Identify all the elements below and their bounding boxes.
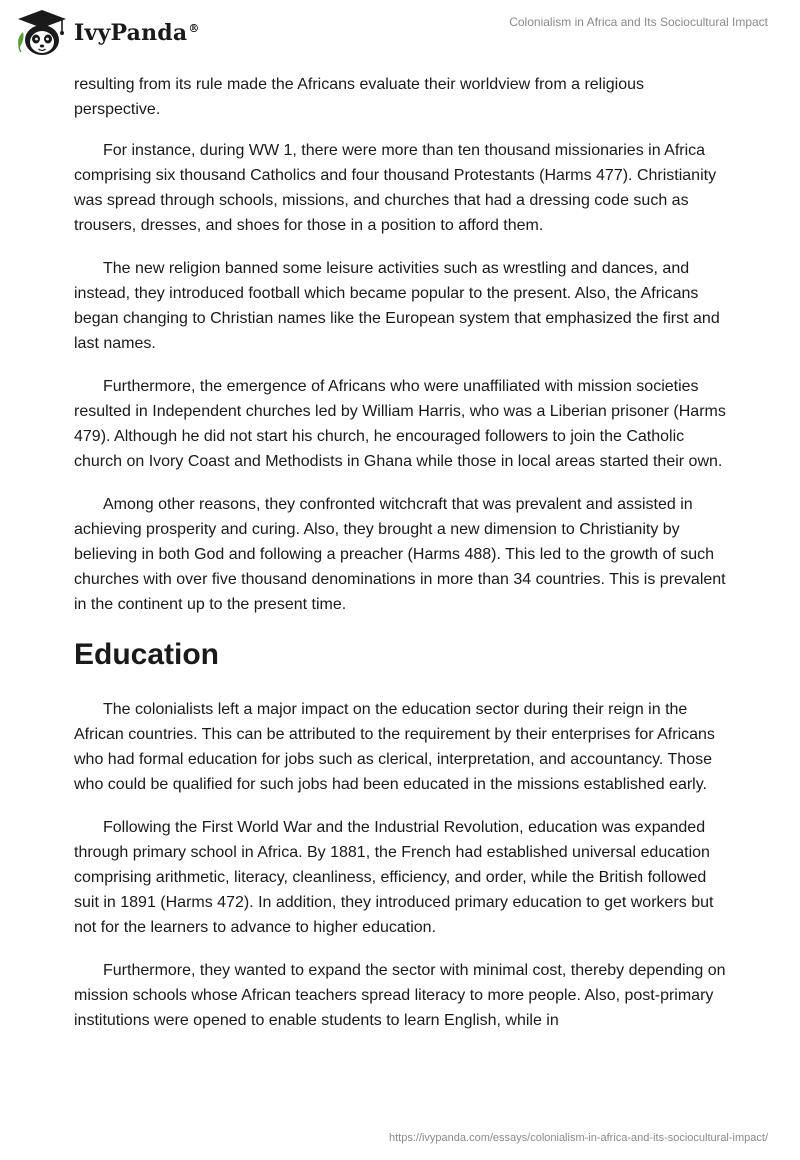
registered-mark: ® (188, 21, 200, 35)
page-header (0, 0, 800, 70)
panda-graduate-logo-icon (14, 8, 70, 58)
paragraph-independent-churches: Furthermore, the emergence of Africans who were unaffiliated with mission societies resulted in Independent churches led by William Harris, who was a Liberian prisoner (Harms 479). Although he did not start his church, he encouraged followers to join the Catholic church on Ivory Coast and Methodists in Ghana while those in local areas started their own. (74, 378, 726, 470)
paragraph-witchcraft: Among other reasons, they confronted witchcraft that was prevalent and assisted in achieving prosperity and curing. Also, they brought a new dimension to Christianity by believing in both God and following a preacher (Harms 488). This led to the growth of such churches with over five thousand denominations in more than 34 countries. This is prevalent in the continent up to the present time. (74, 496, 726, 613)
brand-name (74, 20, 200, 46)
paragraph-missionaries: For instance, during WW 1, there were more than ten thousand missionaries in Africa comprising six thousand Catholics and four thousand Protestants (Harms 477). Christianity was spread through schools, missions, and churches that had a dressing code such as trousers, dresses, and shoes for those in a position to afford them. (74, 142, 717, 234)
paragraph-mission-schools: Furthermore, they wanted to expand the sector with minimal cost, thereby depending on mission schools whose African teachers spread literacy to more people. Also, post-primary institutions were opened to enable students to learn English, while in (74, 962, 726, 1029)
source-url[interactable]: https://ivypanda.com/essays/colonialism-in-africa-and-its-sociocultural-impact/ (388, 1132, 768, 1144)
document-title: Colonialism in Africa and Its Sociocultural Impact (509, 15, 768, 29)
essay-body (74, 72, 726, 1051)
ivypanda-logo[interactable] (14, 8, 200, 58)
brand-name-text: IvyPanda (74, 20, 188, 46)
paragraph-new-religion: The new religion banned some leisure activities such as wrestling and dances, and instead, they introduced football which became popular to the present. Also, the Africans began changing to Christian names like the European system that emphasized the first and last names. (74, 260, 720, 352)
section-heading-education: Education (74, 638, 220, 671)
paragraph-education-impact: The colonialists left a major impact on the education sector during their reign in the African countries. This can be attributed to the requirement by their enterprises for Africans who had formal education for jobs such as clerical, interpretation, and accountancy. Those who could be qualified for such jobs had been educated in the missions established early. (74, 701, 715, 793)
paragraph-continuation: resulting from its rule made the Africans evaluate their worldview from a religious perspective. (74, 76, 645, 118)
paragraph-primary-school: Following the First World War and the Industrial Revolution, education was expanded through primary school in Africa. By 1881, the French had established universal education comprising arithmetic, literacy, cleanliness, efficiency, and order, while the British followed suit in 1891 (Harms 472). In addition, they introduced primary education to get workers but not for the learners to advance to higher education. (74, 819, 714, 936)
